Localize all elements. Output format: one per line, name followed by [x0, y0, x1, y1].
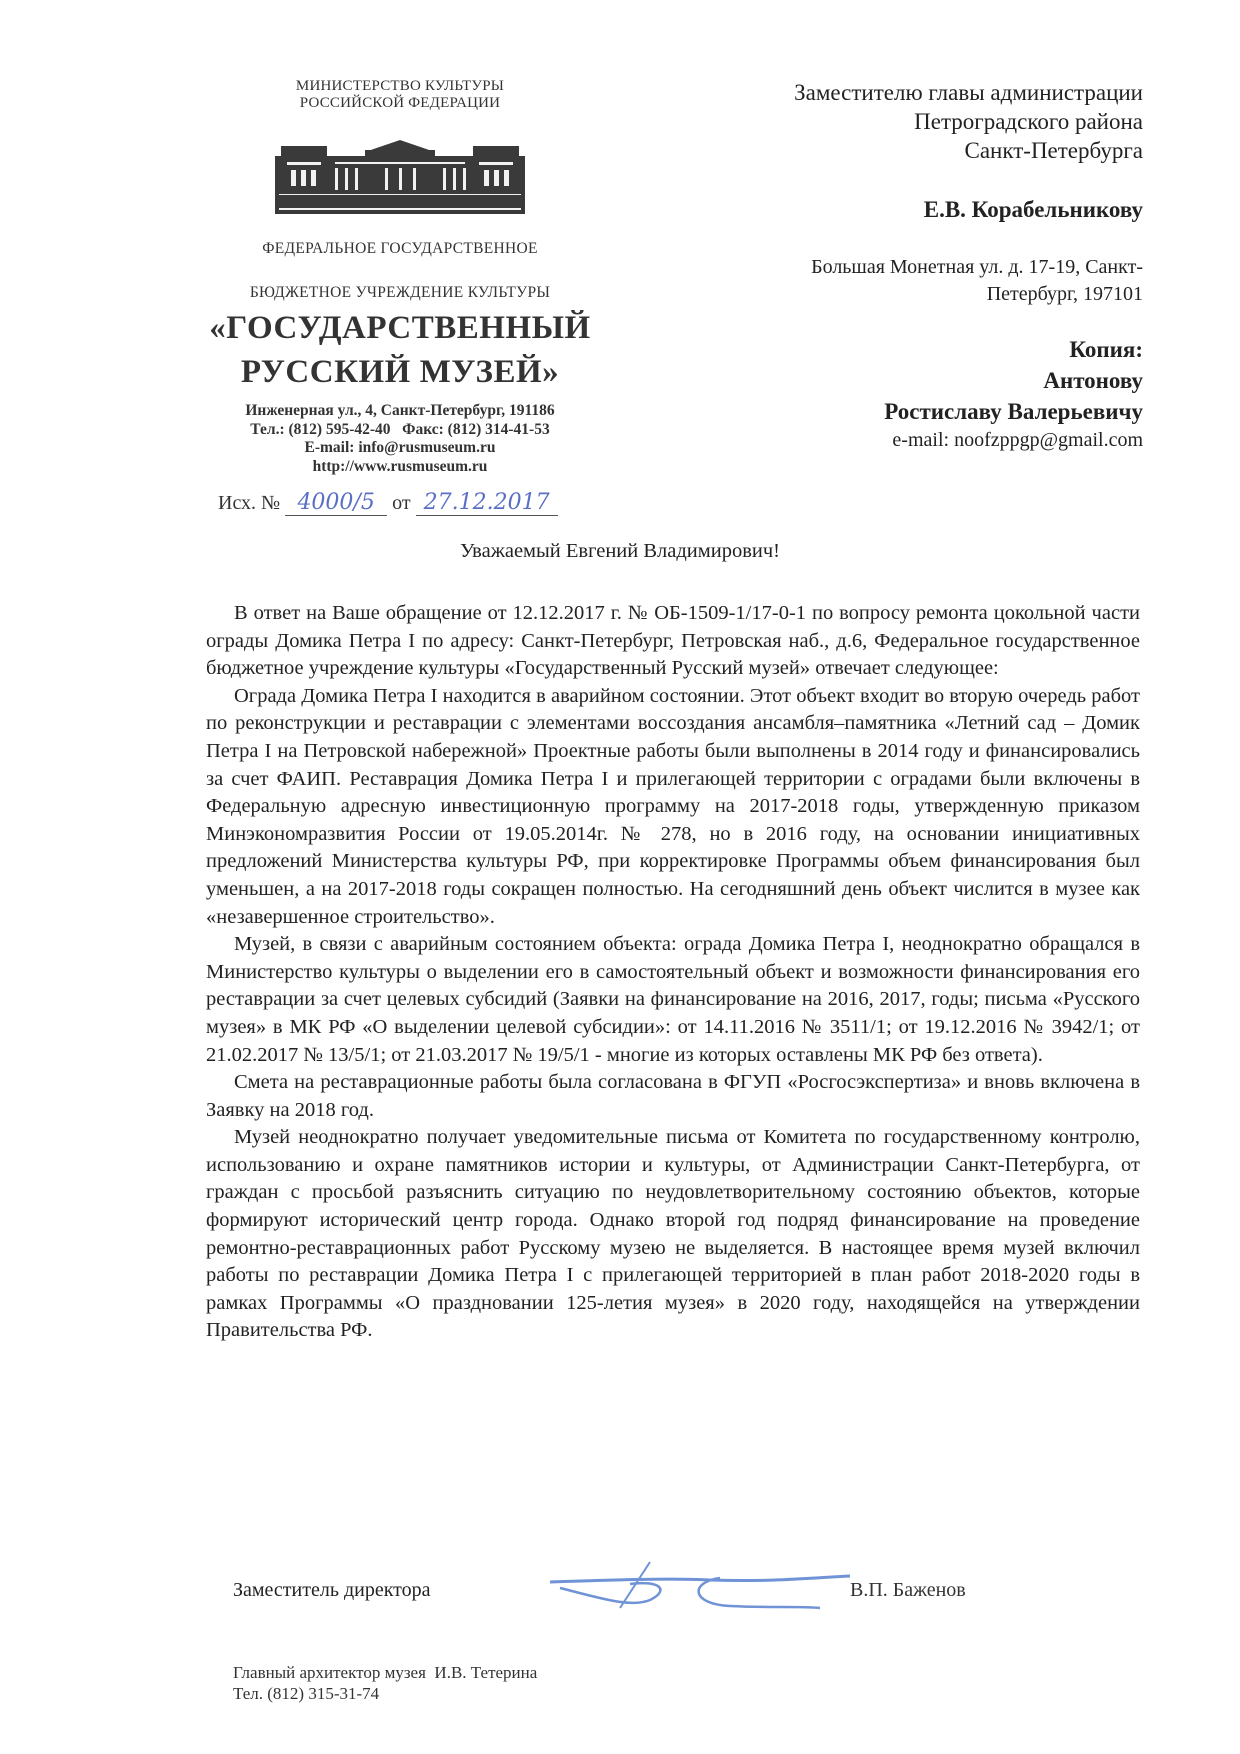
addressee-position-line-3: Санкт-Петербурга [964, 138, 1143, 163]
outgoing-date-handwritten: 27.12.2017 [416, 490, 558, 516]
institution-phones: Тел.: (812) 595-42-40 Факс: (812) 314-41-53 [250, 420, 550, 438]
body-paragraph: Музей, в связи с аварийным состоянием объекта: ограда Домика Петра I, неоднократно обращался в Министерство культуры о выделении его в самостоятельный объект и возможности финансирования его реставрации за счет целевых субсидий (Заявки на финансирование на 2016, 2017, годы; письма «Русского музея» в МК РФ «О выделении целевой субсидии»: от 14.11.2016 № 3511/1; от 19.12.2016 № 3942/1; от 21.02.2017 № 13/5/1; от 21.03.2017 № 19/5/1 - многие из которых оставлены МК РФ без ответа). [206, 933, 1140, 1066]
executor-phone: Тел. (812) 315-31-74 [233, 1684, 380, 1703]
addressee-position-line-2: Петроградского района [914, 109, 1143, 134]
institution-type-line-2: БЮДЖЕТНОЕ УЧРЕЖДЕНИЕ КУЛЬТУРЫ [249, 284, 551, 301]
ministry-line-1: МИНИСТЕРСТВО КУЛЬТУРЫ [295, 78, 505, 94]
salutation: Уважаемый Евгений Владимирович! [459, 540, 781, 562]
body-paragraph: Музей неоднократно получает уведомительные письма от Комитета по государственному контролю, использованию и охране памятников истории и культуры, от Администрации Санкт-Петербурга, от граждан с просьбой разъяснить ситуацию по неудовлетворительному состоянию объектов, которые формируют исторический центр города. Однако второй год подряд финансирование на проведение ремонтно-реставрационных работ Русскому музею не выделяется. В настоящее время музей включил работы по реставрации Домика Петра I с прилегающей территорией в план работ 2018-2020 годы в рамках Программы «О праздновании 125-летия музея» в 2020 году, находящейся на утверждении Правительства РФ. [206, 1126, 1140, 1342]
institution-name-line-1: «ГОСУДАРСТВЕННЫЙ [209, 310, 591, 346]
addressee-position-line-1: Заместителю главы администрации [794, 80, 1143, 105]
institution-website: http://www.rusmuseum.ru [312, 457, 488, 475]
copy-name-line-1: Антонову [1043, 368, 1143, 393]
institution-email: E-mail: info@rusmuseum.ru [304, 439, 496, 456]
institution-name-line-2: РУССКИЙ МУЗЕЙ» [240, 354, 560, 390]
addressee-name: Е.В. Корабельникову [923, 197, 1143, 222]
outgoing-reference [218, 490, 558, 516]
letterhead [200, 78, 600, 476]
body-paragraph: В ответ на Ваше обращение от 12.12.2017 г. № ОБ-1509-1/17-0-1 по вопросу ремонта цокольной части ограды Домика Петра I по адресу: Санкт-Петербург, Петровская наб., д.6, Федеральное государственное бюджетное учреждение культуры «Государственный Русский музей» отвечает следующее: [206, 602, 1140, 680]
handwritten-signature-icon [550, 1560, 850, 1620]
letter-body [206, 600, 1140, 1345]
addressee-street-line-1: Большая Монетная ул. д. 17-19, Санкт- [811, 256, 1143, 278]
copy-email: e-mail: noofzppgp@gmail.com [892, 429, 1143, 451]
outgoing-date-label: от [392, 492, 411, 514]
institution-address: Инженерная ул., 4, Санкт-Петербург, 191186 [245, 402, 555, 419]
copy-name-line-2: Ростиславу Валерьевичу [884, 399, 1143, 424]
body-paragraph: Ограда Домика Петра I находится в аварийном состоянии. Этот объект входит во вторую очередь работ по реконструкции и реставрации с элементами воссоздания ансамбля–памятника «Летний сад – Домик Петра I на Петровской набережной» Проектные работы были выполнены в 2014 году и финансировались за счет ФАИП. Реставрация Домика Петра I и прилегающей территории с оградами были включены в Федеральную адресную инвестиционную программу на 2017-2018 годы, утвержденную приказом Минэкономразвития России от 19.05.2014г. № 278, но в 2016 году, на основании инициативных предложений Министерства культуры РФ, при корректировке Программы объем финансирования был уменьшен, а на 2017-2018 годы сокращен полностью. На сегодняшний день объект числится в музее как «незавершенное строительство». [206, 684, 1140, 928]
signatory-name: В.П. Баженов [850, 1579, 966, 1601]
copy-recipient [623, 334, 1143, 454]
outgoing-number-handwritten: 4000/5 [285, 490, 387, 516]
contact-footer [233, 1662, 537, 1704]
copy-label: Копия: [1069, 337, 1143, 362]
museum-building-icon [275, 138, 525, 214]
addressee-block [623, 78, 1143, 454]
institution-type-line-1: ФЕДЕРАЛЬНОЕ ГОСУДАРСТВЕННОЕ [262, 240, 538, 257]
signatory-title: Заместитель директора [233, 1579, 431, 1601]
executor-contact: Главный архитектор музея И.В. Тетерина [233, 1663, 538, 1682]
ministry-line-2: РОССИЙСКОЙ ФЕДЕРАЦИИ [299, 95, 501, 111]
addressee-street-line-2: Петербург, 197101 [986, 283, 1143, 305]
outgoing-number-label: Исх. № [218, 492, 281, 514]
body-paragraph: Смета на реставрационные работы была согласована в ФГУП «Росгосэкспертиза» и вновь включена в Заявку на 2018 год. [206, 1071, 1140, 1121]
